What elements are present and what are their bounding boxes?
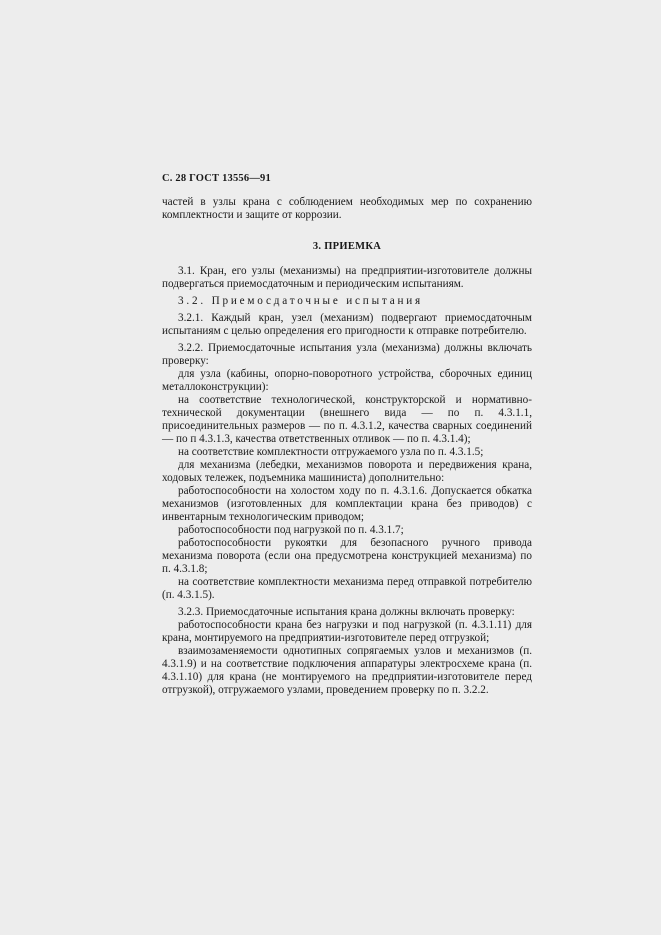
list-item: взаимозаменяемости однотипных сопрягаемых узлов и механизмов (п. 4.3.1.9) и на соответствие подключения аппаратуры электросхеме крана (п. 4.3.1.10) для крана (не монтируемого на предприятии-изготовителе перед отгрузкой), отгружаемого узлами, проведением проверку по п. 3.2.2. — [162, 645, 532, 696]
list-item: на соответствие комплектности механизма перед отправкой потребителю (п. 4.3.1.5). — [162, 576, 532, 601]
list-item: для механизма (лебедки, механизмов поворота и передвижения крана, ходовых тележек, подъемника машиниста) дополнительно: — [162, 459, 532, 484]
page-header: С. 28 ГОСТ 13556—91 — [162, 173, 271, 184]
paragraph-3-1: 3.1. Кран, его узлы (механизмы) на предприятии-изготовителе должны подвергаться приемосдаточным и периодическим испытаниям. — [162, 265, 532, 290]
list-item: на соответствие технологической, конструкторской и нормативно-технической документации (внешнего вида — по п. 4.3.1.1, присоединительных размеров — по п. 4.3.1.2, качества сварных соединений — по п 4.3.1.3, качества ответственных отливок — по п. 4.3.1.4); — [162, 394, 532, 445]
list-item: на соответствие комплектности отгружаемого узла по п. 4.3.1.5; — [178, 446, 484, 458]
list-item: работоспособности под нагрузкой по п. 4.3.1.7; — [178, 524, 404, 536]
subsection-heading-3-2: 3.2. Приемосдаточные испытания — [178, 295, 423, 307]
paragraph-continuation: частей в узлы крана с соблюдением необходимых мер по сохранению комплектности и защите от коррозии. — [162, 196, 532, 221]
list-item: для узла (кабины, опорно-поворотного устройства, сборочных единиц металлоконструкции): — [162, 368, 532, 393]
list-item: работоспособности крана без нагрузки и под нагрузкой (п. 4.3.1.11) для крана, монтируемого на предприятии-изготовителе перед отгрузкой; — [162, 619, 532, 644]
section-title: 3. ПРИЕМКА — [312, 241, 382, 252]
paragraph-3-2-2: 3.2.2. Приемосдаточные испытания узла (механизма) должны включать проверку: — [162, 342, 532, 367]
list-item: работоспособности рукоятки для безопасного ручного привода механизма поворота (если она предусмотрена конструкцией механизма) по п. 4.3.1.8; — [162, 537, 532, 575]
paragraph-3-2-1: 3.2.1. Каждый кран, узел (механизм) подвергают приемосдаточным испытаниям с целью определения его пригодности к отправке потребителю. — [162, 312, 532, 337]
paragraph-3-2-3: 3.2.3. Приемосдаточные испытания крана должны включать проверку: — [178, 606, 515, 618]
document-body — [162, 196, 532, 697]
list-item: работоспособности на холостом ходу по п. 4.3.1.6. Допускается обкатка механизмов (изготовленных для комплектации крана без приводов) с инвентарным технологическим приводом; — [162, 485, 532, 523]
